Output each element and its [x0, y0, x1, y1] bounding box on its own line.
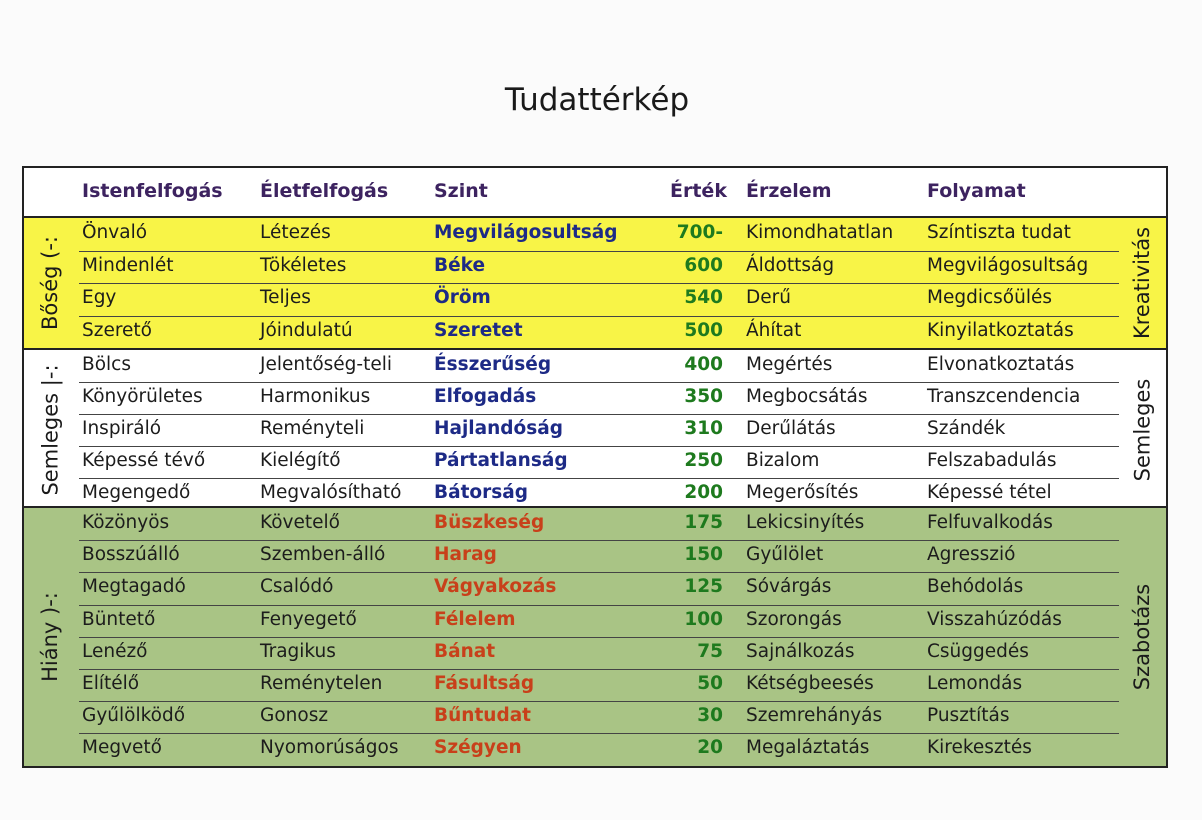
cell-value: 100: [684, 608, 723, 630]
cell-level: Pártatlanság: [434, 450, 568, 471]
cell-process: Kinyilatkoztatás: [927, 319, 1074, 341]
table-row: [79, 478, 1119, 510]
cell-process: Megvilágosultság: [927, 254, 1089, 276]
cell-value: 75: [697, 640, 723, 662]
cell-emotion: Derűlátás: [746, 418, 836, 439]
table-row: [79, 572, 1119, 605]
cell-value: 540: [684, 287, 723, 308]
cell-god-view: Gyűlölködő: [82, 705, 186, 727]
cell-level: Megvilágosultság: [434, 222, 618, 243]
cell-level: Elfogadás: [434, 386, 537, 407]
cell-process: Elvonatkoztatás: [927, 354, 1075, 375]
cell-emotion: Gyűlölet: [746, 544, 824, 566]
cell-god-view: Bosszúálló: [82, 544, 180, 566]
table-row: [79, 446, 1119, 479]
cell-level: Bátorság: [434, 482, 528, 503]
cell-life-view: Reményteli: [260, 418, 365, 439]
cell-god-view: Megtagadó: [82, 576, 186, 598]
cell-emotion: Áldottság: [746, 254, 835, 276]
cell-life-view: Szemben-álló: [260, 544, 386, 566]
consciousness-map-table: [22, 166, 1168, 768]
cell-god-view: Mindenlét: [82, 254, 174, 276]
cell-value: 30: [697, 705, 723, 727]
cell-process: Behódolás: [927, 576, 1024, 598]
cell-value: 600: [684, 254, 723, 276]
cell-level: Ésszerűség: [434, 354, 552, 375]
table-row: [79, 414, 1119, 447]
cell-emotion: Áhítat: [746, 319, 802, 341]
cell-level: Szeretet: [434, 319, 523, 341]
header-emotion: Érzelem: [746, 180, 832, 202]
cell-level: Bűntudat: [434, 705, 532, 727]
cell-life-view: Gonosz: [260, 705, 329, 727]
section-left-label: Hiány )-:: [37, 592, 62, 682]
section-right-label: Semleges: [1129, 378, 1154, 482]
cell-process: Megdicsőülés: [927, 287, 1052, 308]
table-row: [79, 733, 1119, 765]
table-row: [79, 701, 1119, 734]
table-row: [79, 218, 1119, 252]
cell-emotion: Megerősítés: [746, 482, 859, 503]
cell-god-view: Szerető: [82, 319, 152, 341]
cell-level: Büszkeség: [434, 512, 545, 533]
cell-life-view: Reménytelen: [260, 673, 383, 694]
cell-level: Fásultság: [434, 673, 535, 694]
cell-life-view: Tragikus: [260, 640, 336, 662]
cell-level: Vágyakozás: [434, 576, 557, 598]
cell-god-view: Közönyös: [82, 512, 170, 533]
table-row: [79, 316, 1119, 349]
cell-life-view: Teljes: [260, 287, 311, 308]
header-process: Folyamat: [927, 180, 1026, 202]
cell-value: 150: [684, 544, 723, 566]
cell-god-view: Egy: [82, 287, 117, 308]
header-life-view: Életfelfogás: [260, 180, 389, 202]
cell-value: 250: [684, 450, 723, 471]
cell-emotion: Kimondhatatlan: [746, 222, 894, 243]
cell-emotion: Szorongás: [746, 608, 842, 630]
section-right-label: Kreativitás: [1130, 226, 1155, 340]
cell-life-view: Jóindulatú: [260, 319, 353, 341]
cell-life-view: Nyomorúságos: [260, 737, 399, 759]
table-row: [79, 669, 1119, 702]
cell-life-view: Jelentőség-teli: [260, 354, 393, 375]
section-lack: [24, 508, 1166, 766]
cell-value: 125: [684, 576, 723, 598]
cell-process: Szándék: [927, 418, 1006, 439]
cell-process: Kirekesztés: [927, 737, 1032, 759]
cell-level: Félelem: [434, 608, 516, 630]
cell-emotion: Kétségbeesés: [746, 673, 874, 694]
cell-value: 400: [684, 354, 723, 375]
cell-emotion: Derű: [746, 287, 791, 308]
header-level: Szint: [434, 180, 488, 202]
table-row: [79, 251, 1119, 285]
cell-god-view: Képessé tévő: [82, 450, 206, 471]
table-row: [79, 350, 1119, 383]
cell-process: Képessé tétel: [927, 482, 1052, 503]
cell-level: Öröm: [434, 287, 491, 308]
cell-god-view: Bölcs: [82, 354, 131, 375]
cell-value: 175: [684, 512, 723, 533]
cell-value: 500: [684, 319, 723, 341]
cell-life-view: Csalódó: [260, 576, 334, 598]
cell-process: Felfuvalkodás: [927, 512, 1053, 533]
cell-life-view: Megvalósítható: [260, 482, 402, 503]
cell-process: Lemondás: [927, 673, 1023, 694]
cell-value: 200: [684, 482, 723, 503]
page-title: Tudattérkép: [504, 82, 690, 118]
cell-process: Felszabadulás: [927, 450, 1057, 471]
cell-emotion: Megbocsátás: [746, 386, 868, 407]
cell-process: Transzcendencia: [927, 386, 1081, 407]
table-row: [79, 382, 1119, 415]
section-neutral: [24, 348, 1166, 508]
cell-life-view: Harmonikus: [260, 386, 371, 407]
cell-value: 310: [684, 418, 723, 439]
cell-emotion: Sóvárgás: [746, 576, 832, 598]
table-row: [79, 637, 1119, 670]
table-row: [79, 540, 1119, 573]
cell-emotion: Sajnálkozás: [746, 640, 855, 662]
cell-god-view: Megvető: [82, 737, 162, 759]
cell-emotion: Szemrehányás: [746, 705, 883, 727]
cell-life-view: Tökéletes: [260, 254, 347, 276]
cell-process: Agresszió: [927, 544, 1016, 566]
cell-process: Pusztítás: [927, 705, 1010, 727]
cell-god-view: Könyörületes: [82, 386, 203, 407]
cell-life-view: Létezés: [260, 222, 331, 243]
cell-life-view: Fenyegető: [260, 608, 357, 630]
table-row: [79, 605, 1119, 638]
table-header: [24, 168, 1166, 218]
header-god-view: Istenfelfogás: [82, 180, 223, 202]
cell-process: Színtiszta tudat: [927, 222, 1071, 243]
cell-god-view: Lenéző: [82, 640, 148, 662]
section-left-label: Semleges |-:: [38, 364, 63, 496]
cell-life-view: Követelő: [260, 512, 340, 533]
cell-emotion: Lekicsinyítés: [746, 512, 865, 533]
cell-level: Hajlandóság: [434, 418, 563, 439]
cell-value: 700-: [676, 222, 723, 243]
cell-level: Szégyen: [434, 737, 522, 759]
cell-level: Béke: [434, 254, 486, 276]
cell-process: Visszahúzódás: [927, 608, 1062, 630]
cell-god-view: Önvaló: [82, 222, 148, 243]
cell-value: 350: [684, 386, 723, 407]
cell-process: Csüggedés: [927, 640, 1029, 662]
cell-value: 50: [697, 673, 723, 694]
cell-god-view: Elítélő: [82, 673, 140, 694]
cell-emotion: Megaláztatás: [746, 737, 870, 759]
cell-emotion: Megértés: [746, 354, 833, 375]
section-abundance: [24, 218, 1166, 348]
cell-god-view: Büntető: [82, 608, 156, 630]
cell-level: Bánat: [434, 640, 496, 662]
cell-god-view: Inspiráló: [82, 418, 162, 439]
cell-god-view: Megengedő: [82, 482, 191, 503]
table-row: [79, 283, 1119, 317]
cell-value: 20: [697, 737, 723, 759]
header-value: Érték: [670, 180, 727, 202]
cell-emotion: Bizalom: [746, 450, 820, 471]
table-row: [79, 508, 1119, 541]
cell-life-view: Kielégítő: [260, 450, 341, 471]
section-right-label: Szabotázs: [1130, 583, 1155, 691]
cell-level: Harag: [434, 544, 497, 566]
section-left-label: Bőség (-:: [37, 236, 62, 330]
